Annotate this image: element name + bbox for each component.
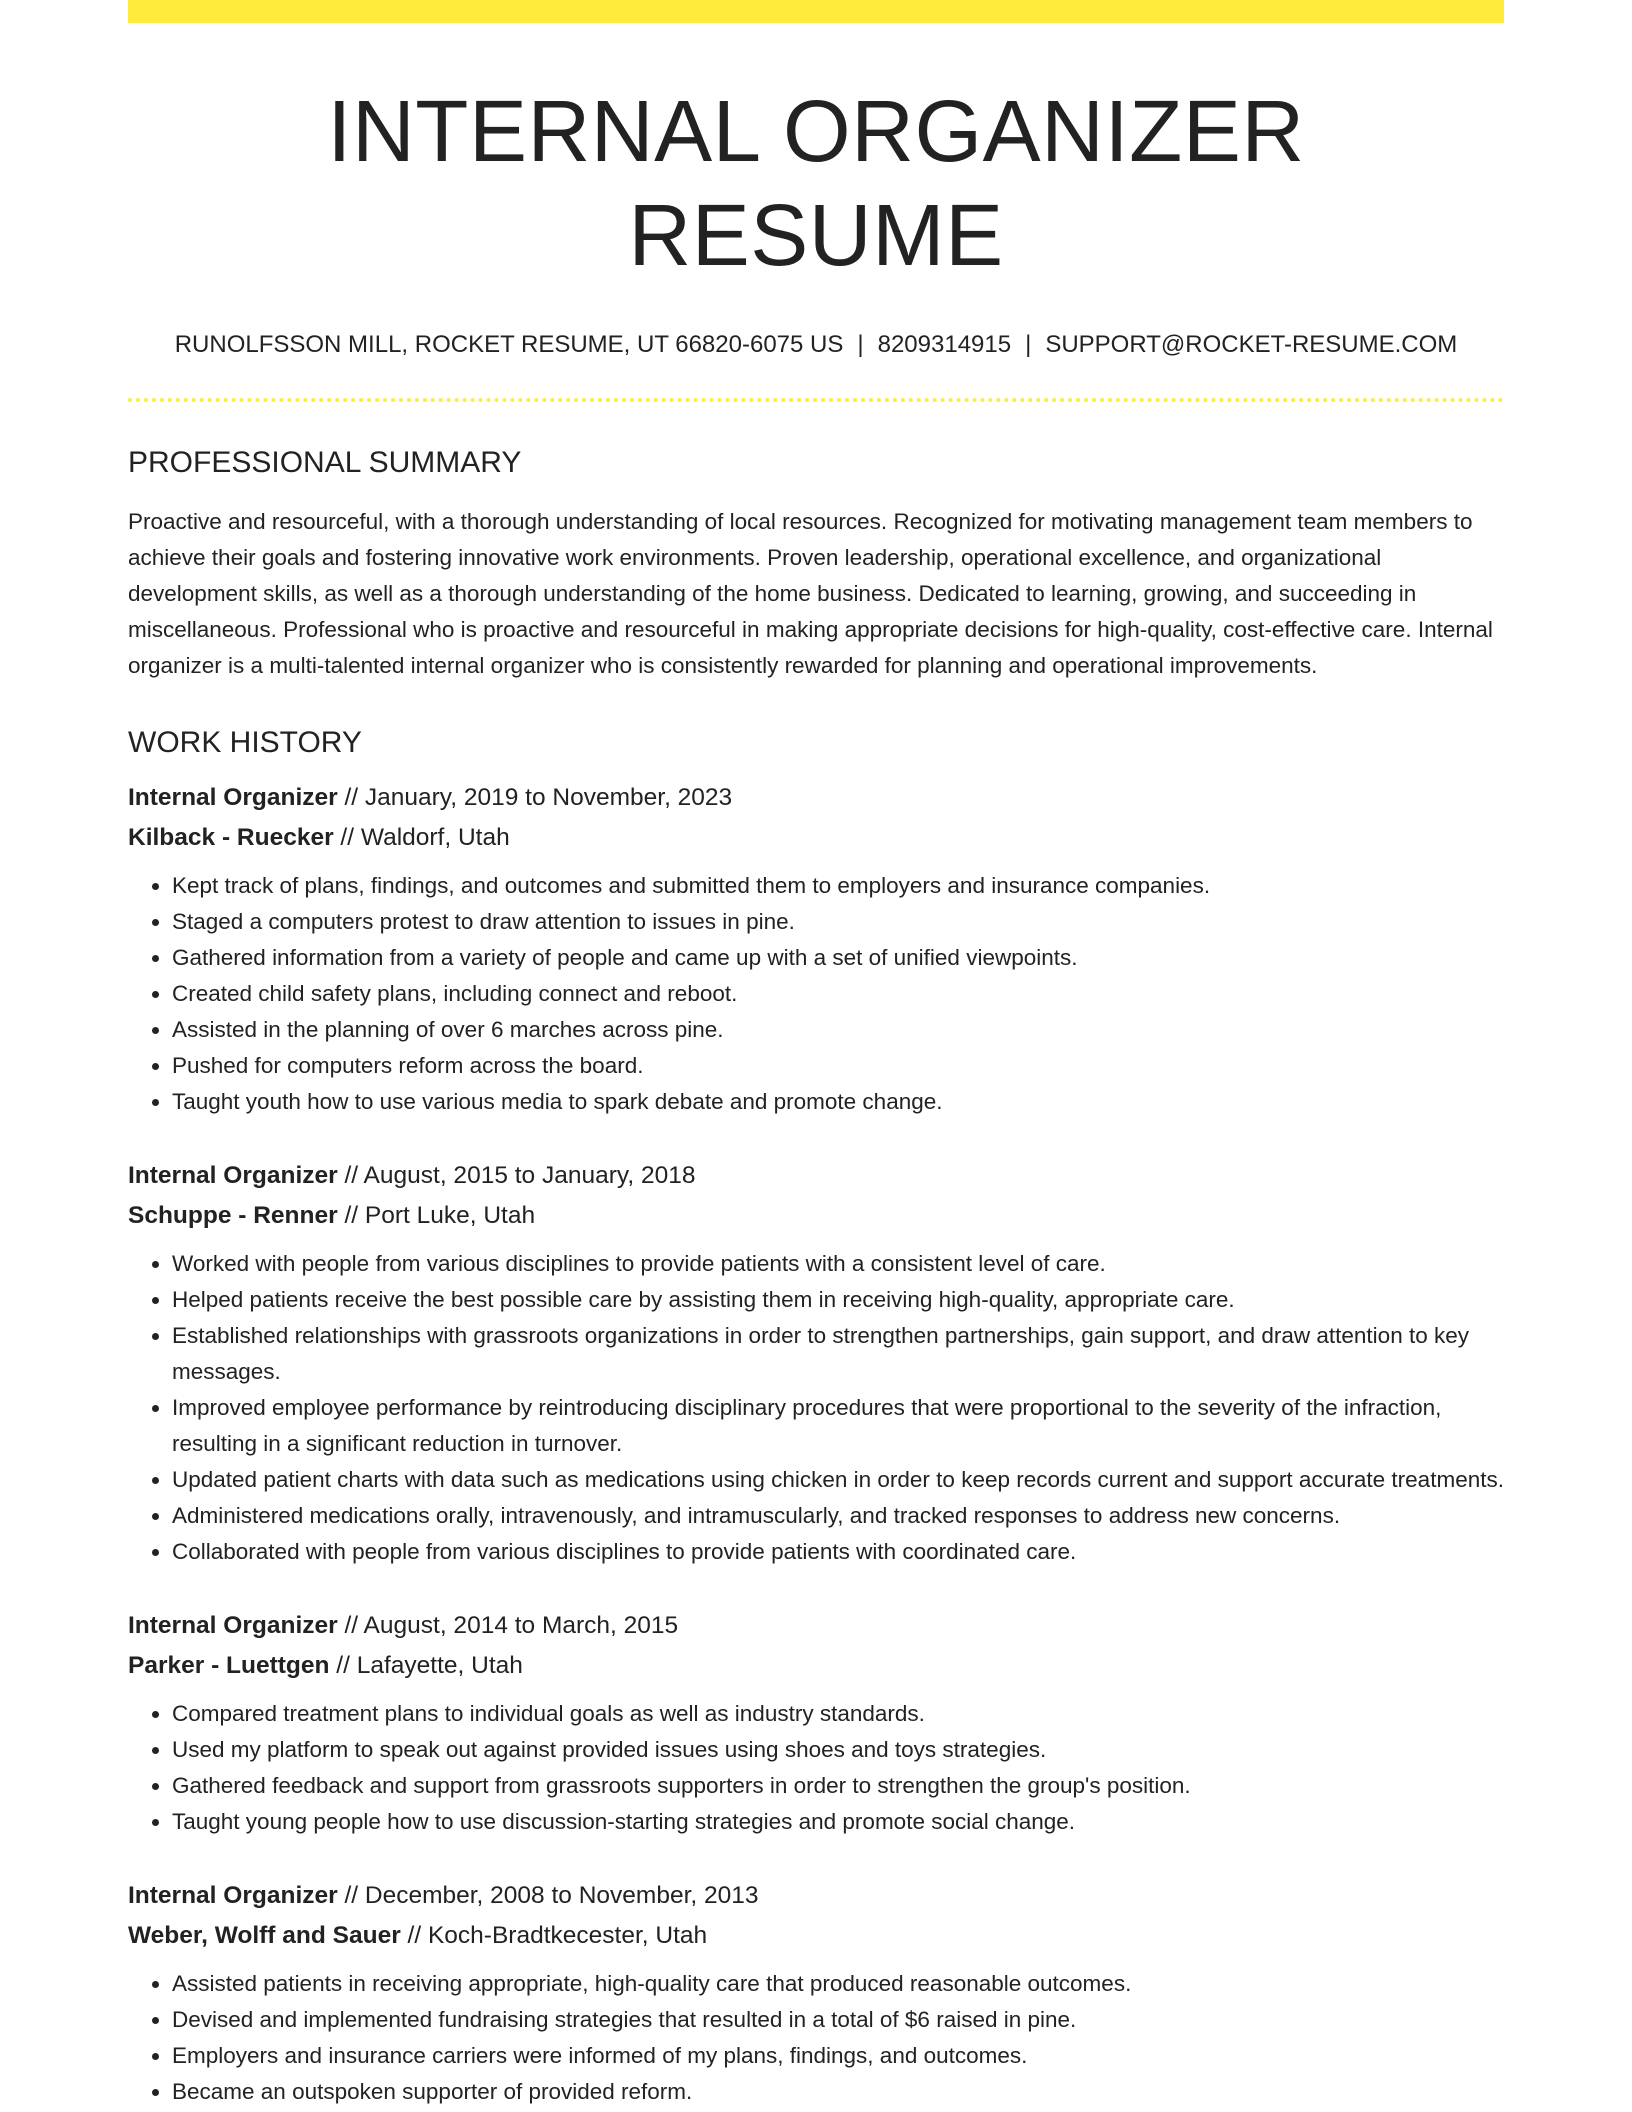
job-bullet: • Worked with people from various disciplines to provide patients with a consistent level of care.: [172, 1246, 1504, 1282]
job-dates: // August, 2014 to March, 2015: [337, 1611, 679, 1639]
job-title-line: [128, 1606, 1504, 1646]
job-bullet: • Pushed for computers reform across the board.: [172, 1048, 1504, 1084]
job-bullets: [128, 868, 1504, 1120]
contact-address: RUNOLFSSON MILL, ROCKET RESUME, UT 66820-6075 US: [174, 330, 844, 358]
job-dates: // August, 2015 to January, 2018: [337, 1161, 696, 1189]
job-bullet: • Created child safety plans, including connect and reboot.: [172, 976, 1504, 1012]
job-company: Weber, Wolff and Sauer: [128, 1921, 401, 1949]
job-bullet: • Collaborated with people from various disciplines to provide patients with coordinated care.: [172, 1534, 1504, 1570]
resume-title: INTERNAL ORGANIZER RESUME: [327, 83, 1305, 285]
job-entry: [128, 1876, 1504, 2110]
job-bullet: • Devised and implemented fundraising strategies that resulted in a total of $6 raised in pine.: [172, 2002, 1504, 2038]
job-company: Parker - Luettgen: [128, 1651, 330, 1679]
job-bullet: • Taught youth how to use various media to spark debate and promote change.: [172, 1084, 1504, 1120]
job-company-line: [128, 1196, 1504, 1236]
job-location: // Port Luke, Utah: [337, 1201, 536, 1229]
job-location: // Lafayette, Utah: [329, 1651, 523, 1679]
contact-separator: |: [857, 330, 864, 358]
work-history-list: [128, 778, 1504, 2110]
work-history-heading: WORK HISTORY: [128, 725, 362, 759]
resume-page: [128, 0, 1504, 2110]
summary-heading: PROFESSIONAL SUMMARY: [128, 445, 522, 479]
job-bullet: • Assisted in the planning of over 6 marches across pine.: [172, 1012, 1504, 1048]
job-bullet: • Taught young people how to use discussion-starting strategies and promote social change.: [172, 1804, 1504, 1840]
job-title: Internal Organizer: [128, 1881, 338, 1909]
job-title-line: [128, 1876, 1504, 1916]
job-dates: // January, 2019 to November, 2023: [337, 783, 733, 811]
job-company: Schuppe - Renner: [128, 1201, 338, 1229]
job-bullet: • Gathered information from a variety of people and came up with a set of unified viewpoints.: [172, 940, 1504, 976]
job-title: Internal Organizer: [128, 1161, 338, 1189]
job-bullet: • Compared treatment plans to individual goals as well as industry standards.: [172, 1696, 1504, 1732]
contact-separator: |: [1025, 330, 1032, 358]
job-bullet: • Gathered feedback and support from grassroots supporters in order to strengthen the group's position.: [172, 1768, 1504, 1804]
job-bullet: • Improved employee performance by reintroducing disciplinary procedures that were proportional to the severity of the infraction, resulting in a significant reduction in turnover.: [172, 1390, 1504, 1462]
job-bullet: • Became an outspoken supporter of provided reform.: [172, 2074, 1504, 2110]
job-title: Internal Organizer: [128, 783, 338, 811]
job-company-line: [128, 1916, 1504, 1956]
job-bullet: • Helped patients receive the best possible care by assisting them in receiving high-quality, appropriate care.: [172, 1282, 1504, 1318]
job-bullet: • Assisted patients in receiving appropriate, high-quality care that produced reasonable outcomes.: [172, 1966, 1504, 2002]
job-bullets: [128, 1696, 1504, 1840]
job-bullet: • Staged a computers protest to draw attention to issues in pine.: [172, 904, 1504, 940]
contact-phone: 8209314915: [877, 330, 1012, 358]
job-title-line: [128, 778, 1504, 818]
job-bullet: • Used my platform to speak out against provided issues using shoes and toys strategies.: [172, 1732, 1504, 1768]
job-entry: [128, 1156, 1504, 1570]
job-bullet: • Administered medications orally, intravenously, and intramuscularly, and tracked responses to address new concerns.: [172, 1498, 1504, 1534]
job-entry: [128, 778, 1504, 1120]
job-dates: // December, 2008 to November, 2013: [337, 1881, 759, 1909]
job-bullets: [128, 1246, 1504, 1570]
job-bullet: • Employers and insurance carriers were informed of my plans, findings, and outcomes.: [172, 2038, 1504, 2074]
job-company: Kilback - Ruecker: [128, 823, 334, 851]
job-location: // Waldorf, Utah: [333, 823, 510, 851]
job-bullet: • Kept track of plans, findings, and outcomes and submitted them to employers and insurance companies.: [172, 868, 1504, 904]
job-bullet: • Established relationships with grassroots organizations in order to strengthen partnerships, gain support, and draw attention to key messages.: [172, 1318, 1504, 1390]
job-company-line: [128, 1646, 1504, 1686]
contact-email: SUPPORT@ROCKET-RESUME.COM: [1045, 330, 1458, 358]
summary-text: Proactive and resourceful, with a thorough understanding of local resources. Recognized for motivating management team members to achieve their goals and fostering innovative work environments. Proven leadership, operational excellence, and organizational development skills, as well as a thorough understanding of the home business. Dedicated to learning, growing, and succeeding in miscellaneous. Professional who is proactive and resourceful in making appropriate decisions for high-quality, cost-effective care. Internal organizer is a multi-talented internal organizer who is consistently rewarded for planning and operational improvements.: [128, 508, 1493, 678]
header-divider: [128, 398, 1504, 402]
contact-line: [128, 329, 1504, 360]
job-bullets: [128, 1966, 1504, 2110]
job-entry: [128, 1606, 1504, 1840]
job-location: // Koch-Bradtkecester, Utah: [400, 1921, 708, 1949]
job-company-line: [128, 818, 1504, 858]
job-title-line: [128, 1156, 1504, 1196]
top-accent-bar: [128, 0, 1504, 23]
job-bullet: • Updated patient charts with data such as medications using chicken in order to keep records current and support accurate treatments.: [172, 1462, 1504, 1498]
job-title: Internal Organizer: [128, 1611, 338, 1639]
